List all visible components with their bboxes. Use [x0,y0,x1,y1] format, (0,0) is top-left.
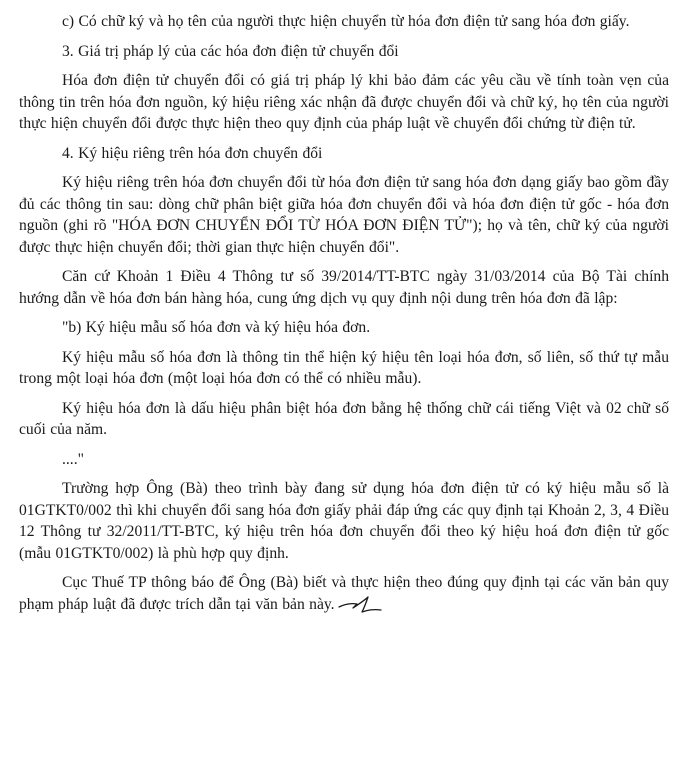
paragraph-item-c: c) Có chữ ký và họ tên của người thực hiện chuyển từ hóa đơn điện tử sang hóa đơn giấy. [62,13,630,30]
section-heading-special-mark: 4. Ký hiệu riêng trên hóa đơn chuyển đổi [62,144,323,162]
paragraph-closing [19,572,669,615]
paragraph-ellipsis: ...." [62,450,84,468]
initial-mark-icon [337,595,387,615]
paragraph-form-number: Ký hiệu mẫu số hóa đơn là thông tin thể hiện ký hiệu tên loại hóa đơn, số liên, số thứ tự mẫu trong một loại hóa đơn (một loại hóa đơn có thể có nhiều mẫu). [19,348,669,387]
paragraph-circular-39: Căn cứ Khoản 1 Điều 4 Thông tư số 39/2014/TT-BTC ngày 31/03/2014 của Bộ Tài chính hướng dẫn về hóa đơn bán hàng hóa, cung ứng dịch vụ quy định nội dung trên hóa đơn đã lập: [19,268,669,307]
section-heading-legal-validity: 3. Giá trị pháp lý của các hóa đơn điện tử chuyển đổi [62,42,399,60]
paragraph-invoice-symbol: Ký hiệu hóa đơn là dấu hiệu phân biệt hóa đơn bằng hệ thống chữ cái tiếng Việt và 02 chữ số cuối của năm. [19,399,669,438]
paragraph-quote-b: "b) Ký hiệu mẫu số hóa đơn và ký hiệu hóa đơn. [62,319,371,336]
paragraph-legal-validity: Hóa đơn điện tử chuyển đổi có giá trị pháp lý khi bảo đảm các yêu cầu về tính toàn vẹn của thông tin trên hóa đơn nguồn, ký hiệu riêng xác nhận đã được chuyển đổi và chữ ký, họ tên của người thực hiện chuyển đổi được thực hiện theo quy định của pháp luật về chuyển đổi chứng từ điện tử. [19,72,669,132]
paragraph-case: Trường hợp Ông (Bà) theo trình bày đang sử dụng hóa đơn điện tử có ký hiệu mẫu số là 01GTKT0/002 thì khi chuyển đổi sang hóa đơn giấy phải đáp ứng các quy định tại Khoản 2, 3, 4 Điều 12 Thông tư 32/2011/TT-BTC, ký hiệu trên hóa đơn chuyển đổi theo ký hiệu hoá đơn điện tử gốc (mẫu 01GTKT0/002) là phù hợp quy định. [19,480,669,562]
paragraph-special-mark: Ký hiệu riêng trên hóa đơn chuyển đổi từ hóa đơn điện tử sang hóa đơn dạng giấy bao gồm đầy đủ các thông tin sau: dòng chữ phân biệt giữa hóa đơn chuyển đổi và hóa đơn điện tử gốc - hóa đơn nguồn (ghi rõ "HÓA ĐƠN CHUYỂN ĐỔI TỪ HÓA ĐƠN ĐIỆN TỬ"); họ và tên, chữ ký của người được thực hiện chuyển đổi; thời gian thực hiện chuyển đổi". [19,174,669,256]
closing-text: Cục Thuế TP thông báo để Ông (Bà) biết và thực hiện theo đúng quy định tại các văn bản quy phạm pháp luật đã được trích dẫn tại văn bản này. [19,574,669,613]
